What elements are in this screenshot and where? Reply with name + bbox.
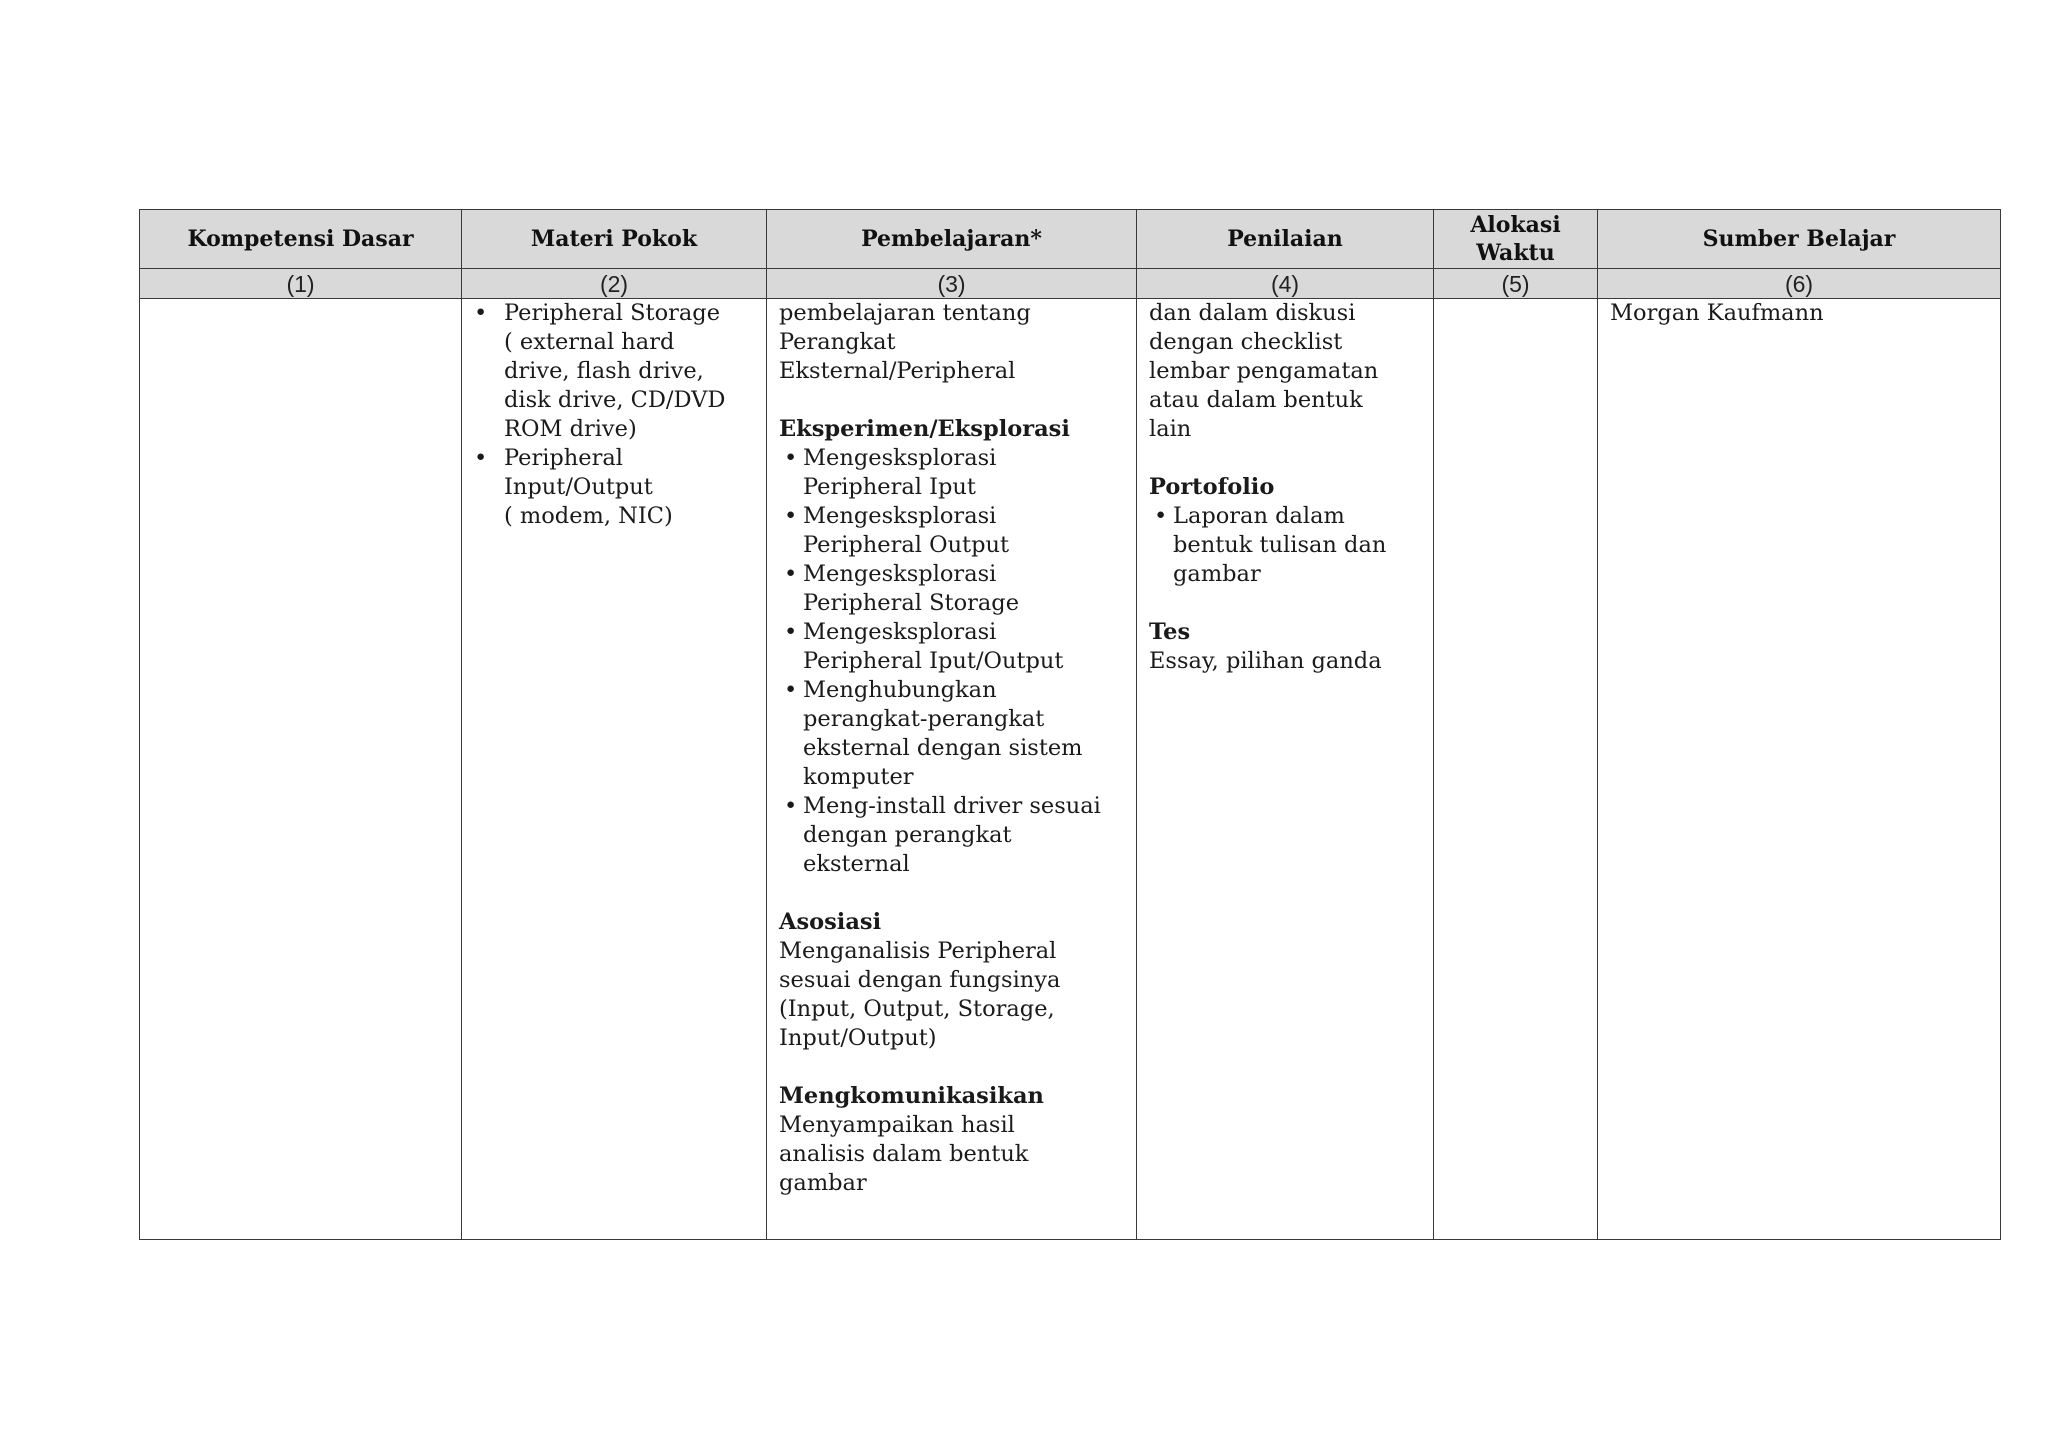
syllabus-table: [139, 209, 2001, 1240]
content-row: [140, 299, 2001, 1240]
penilaian-cell: [1137, 299, 1434, 1240]
sumber-belajar-cell: [1598, 299, 2001, 1240]
header-sumber-belajar: Sumber Belajar: [1598, 210, 2001, 269]
eksperimen-item: • Mengesksplorasi Peripheral Storage: [779, 560, 1124, 618]
header-penilaian: Penilaian: [1137, 210, 1434, 269]
header-row: [140, 210, 2001, 269]
portofolio-item: • Laporan dalam bentuk tulisan dan gambar: [1149, 502, 1421, 589]
eksperimen-item: • Menghubungkan perangkat-perangkat eksternal dengan sistem komputer: [779, 676, 1124, 792]
komunikasi-text: Menyampaikan hasil analisis dalam bentuk gambar: [779, 1112, 1029, 1196]
header-pembelajaran: Pembelajaran*: [767, 210, 1137, 269]
header-alokasi-waktu: Alokasi Waktu: [1434, 210, 1598, 269]
header-kompetensi-dasar: Kompetensi Dasar: [140, 210, 462, 269]
kompetensi-dasar-cell: [140, 299, 462, 1240]
eksperimen-list: [779, 444, 1124, 879]
tes-text: Essay, pilihan ganda: [1149, 648, 1382, 674]
sumber-belajar-text: Morgan Kaufmann: [1610, 300, 1824, 326]
eksperimen-item: • Meng-install driver sesuai dengan perangkat eksternal: [779, 792, 1124, 879]
column-number-2: (2): [462, 269, 767, 299]
pembelajaran-intro: pembelajaran tentang Perangkat Eksternal/Peripheral: [779, 300, 1031, 384]
portofolio-heading: Portofolio: [1149, 474, 1275, 500]
asosiasi-heading: Asosiasi: [779, 909, 882, 935]
penilaian-intro: dan dalam diskusi dengan checklist lembar pengamatan atau dalam bentuk lain: [1149, 300, 1379, 442]
eksperimen-item: • Mengesksplorasi Peripheral Iput/Output: [779, 618, 1124, 676]
eksperimen-heading: Eksperimen/Eksplorasi: [779, 416, 1070, 442]
eksperimen-item: • Mengesksplorasi Peripheral Output: [779, 502, 1124, 560]
materi-pokok-item-storage: • Peripheral Storage ( external hard drive, flash drive, disk drive, CD/DVD ROM drive): [462, 299, 766, 444]
portofolio-list: [1149, 502, 1421, 589]
column-number-5: (5): [1434, 269, 1598, 299]
tes-heading: Tes: [1149, 619, 1191, 645]
eksperimen-item: • Mengesksplorasi Peripheral Iput: [779, 444, 1124, 502]
komunikasi-heading: Mengkomunikasikan: [779, 1083, 1044, 1109]
alokasi-waktu-cell: [1434, 299, 1598, 1240]
materi-pokok-list: [462, 299, 766, 531]
column-number-1: (1): [140, 269, 462, 299]
materi-pokok-item-input-output: • Peripheral Input/Output ( modem, NIC): [462, 444, 766, 531]
materi-pokok-cell: [462, 299, 767, 1240]
syllabus-table-container: [139, 209, 2001, 1240]
pembelajaran-cell: [767, 299, 1137, 1240]
column-number-3: (3): [767, 269, 1137, 299]
asosiasi-text: Menganalisis Peripheral sesuai dengan fungsinya (Input, Output, Storage, Input/Output): [779, 938, 1061, 1051]
column-number-4: (4): [1137, 269, 1434, 299]
header-materi-pokok: Materi Pokok: [462, 210, 767, 269]
column-number-row: [140, 269, 2001, 299]
column-number-6: (6): [1598, 269, 2001, 299]
